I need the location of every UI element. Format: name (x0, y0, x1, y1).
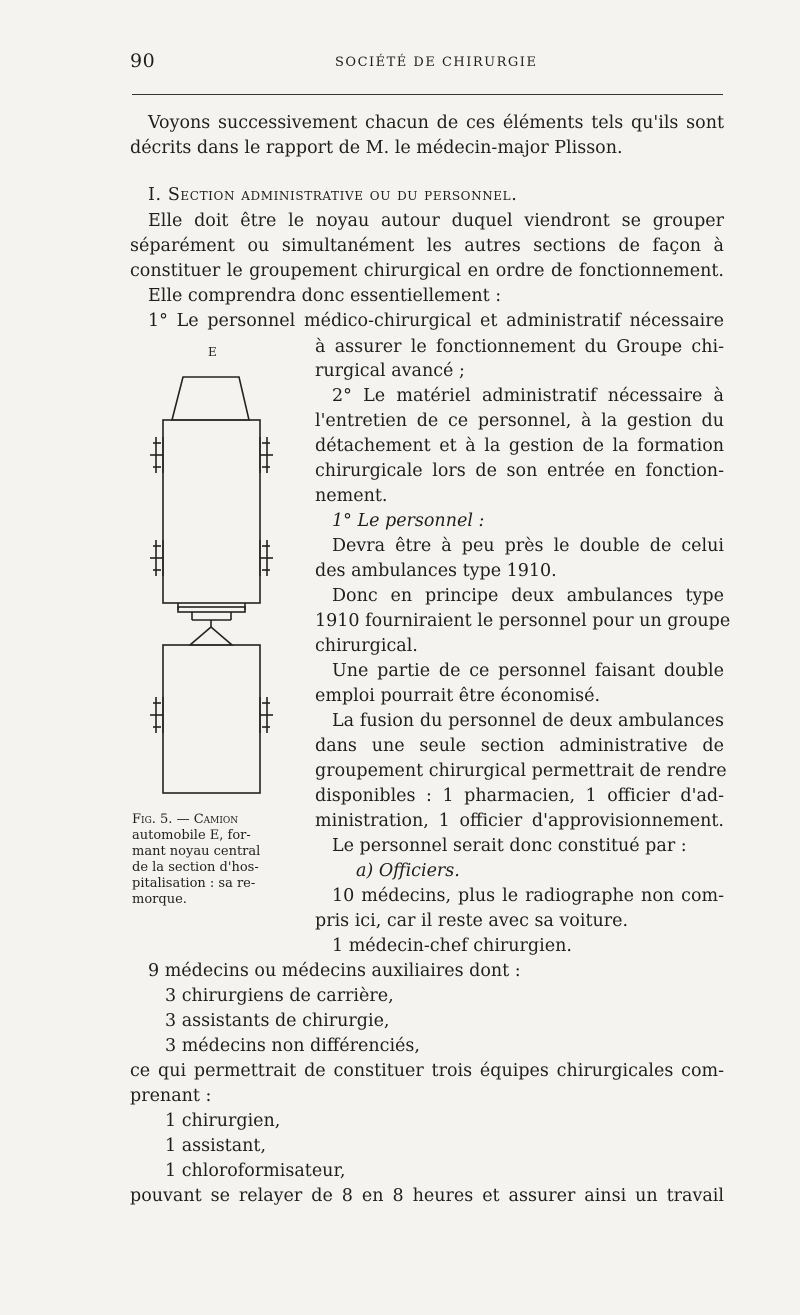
text-line: séparément ou simultanément les autres sections de façon à (130, 236, 724, 256)
text-line: pouvant se relayer de 8 en 8 heures et assurer ainsi un travail (130, 1186, 724, 1206)
text-line: Elle comprendra donc essentiellement : (148, 286, 502, 306)
wheel-icon (150, 540, 163, 576)
text-line: ce qui permettrait de constituer trois équipes chirurgicales com- (130, 1061, 724, 1081)
text-line: Le personnel serait donc constitué par : (332, 836, 687, 856)
text-line: décrits dans le rapport de M. le médecin-major Plisson. (130, 138, 623, 158)
text-line: Elle doit être le noyau autour duquel viendront se grouper (148, 211, 724, 231)
list-item: 1 chloroformisateur, (165, 1161, 346, 1181)
wheel-icon (150, 437, 163, 473)
text-line: pris ici, car il reste avec sa voiture. (315, 911, 629, 931)
list-item: 1 assistant, (165, 1136, 267, 1156)
text-line: détachement et à la gestion de la formation (315, 436, 724, 456)
text-line: chirurgicale lors de son entrée en fonction- (315, 461, 724, 481)
text-line: 1° Le personnel médico-chirurgical et administratif nécessaire (148, 311, 724, 331)
text-line: des ambulances type 1910. (315, 561, 557, 581)
tow-bar (190, 620, 232, 645)
trailer-body (163, 645, 260, 793)
text-line: groupement chirurgical permettrait de rendre (315, 761, 727, 781)
caption-line: morque. (132, 892, 187, 907)
text-line: La fusion du personnel de deux ambulances (332, 711, 724, 731)
list-item: 9 médecins ou médecins auxiliaires dont : (148, 961, 521, 981)
wheel-icon (260, 540, 273, 576)
wheel-icon (260, 437, 273, 473)
text-line: rurgical avancé ; (315, 361, 465, 381)
text-line: 1910 fourniraient le personnel pour un groupe (315, 611, 731, 631)
text-line: emploi pourrait être économisé. (315, 686, 601, 706)
figure-truck-diagram (132, 345, 307, 825)
text-line: Devra être à peu près le double de celui (332, 536, 724, 556)
text-line: 10 médecins, plus le radiographe non com- (332, 886, 724, 906)
text-line: Voyons successivement chacun de ces éléments tels qu'ils sont (148, 113, 724, 133)
caption-line: pitalisation : sa re- (132, 876, 256, 891)
text-line: chirurgical. (315, 636, 418, 656)
personnel-heading: 1° Le personnel : (332, 511, 485, 531)
text-line: à assurer le fonctionnement du Groupe chi- (315, 337, 724, 357)
truck-body (163, 420, 260, 603)
text-line: prenant : (130, 1086, 212, 1106)
figure-label: E (208, 345, 217, 359)
wheel-icon (260, 697, 273, 733)
officers-heading: a) Officiers. (356, 861, 460, 881)
subsection-heading (332, 509, 484, 533)
figure-caption (132, 812, 300, 908)
text-line: constituer le groupement chirurgical en ordre de fonctionnement. (130, 261, 724, 281)
list-item: 3 chirurgiens de carrière, (165, 986, 394, 1006)
truck-cab (172, 377, 249, 420)
truck-trailer-drawing (132, 345, 307, 825)
list-item: 3 assistants de chirurgie, (165, 1011, 390, 1031)
running-head (130, 50, 724, 80)
text-line: 1 médecin-chef chirurgien. (332, 936, 572, 956)
text-line: nement. (315, 486, 388, 506)
caption-line: Fig. 5. — Camion (132, 812, 239, 827)
list-item: 1 chirurgien, (165, 1111, 281, 1131)
text-line: ministration, 1 officier d'approvisionnement. (315, 811, 724, 831)
page-number: 90 (130, 50, 156, 72)
caption-line: mant noyau central (132, 844, 261, 859)
header-rule (132, 94, 723, 95)
caption-line: de la section d'hos- (132, 860, 259, 875)
truck-bumper (178, 607, 245, 612)
text-line: Une partie de ce personnel faisant double (332, 661, 724, 681)
section-heading: I. Section administrative ou du personnel. (148, 185, 518, 205)
text-line: l'entretien de ce personnel, à la gestion du (315, 411, 724, 431)
text-line: disponibles : 1 pharmacien, 1 officier d'ad- (315, 786, 724, 806)
text-line: 2° Le matériel administratif nécessaire à (332, 386, 724, 406)
wheel-icon (150, 697, 163, 733)
running-title: SOCIÉTÉ DE CHIRURGIE (335, 55, 538, 70)
caption-line: automobile E, for- (132, 828, 251, 843)
text-line: Donc en principe deux ambulances type (332, 586, 724, 606)
list-item: 3 médecins non différenciés, (165, 1036, 420, 1056)
text-line: dans une seule section administrative de (315, 736, 724, 756)
